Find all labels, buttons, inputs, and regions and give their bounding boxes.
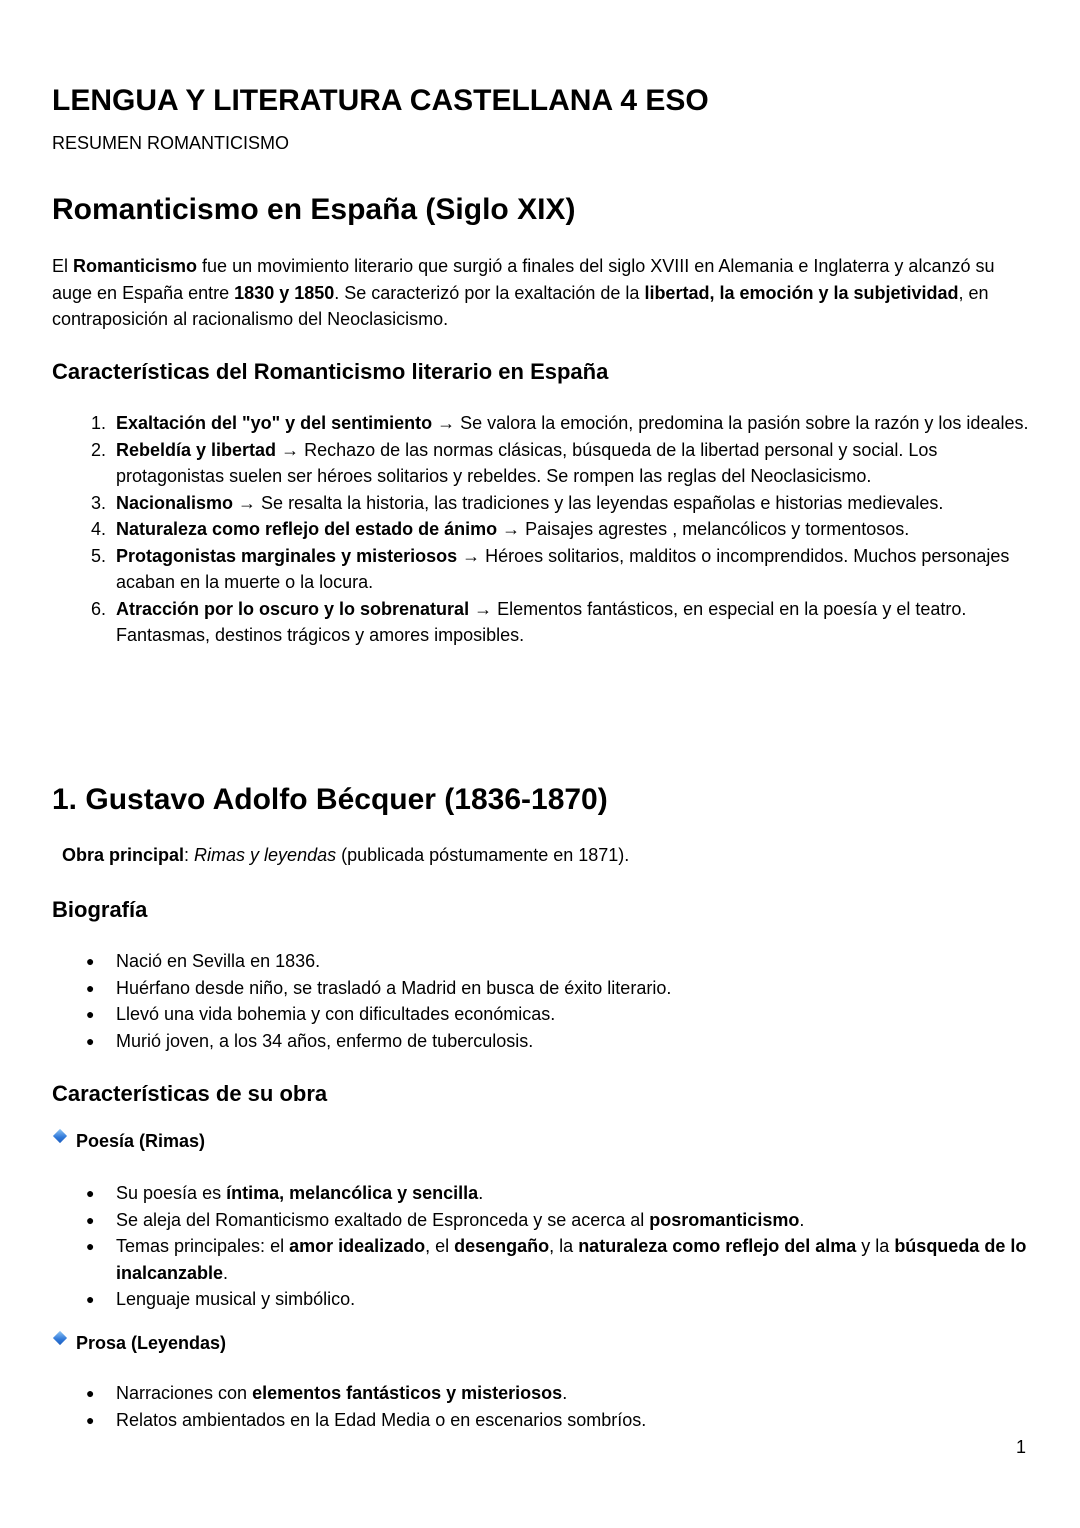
bullet-icon: ● [86,1385,95,1401]
bullet-icon: ● [86,1291,95,1307]
bullet-icon: ● [86,1211,95,1228]
list-item: 4. Naturaleza como reflejo del estado de ánimo → Paisajes agrestes , melancólicos y tormentosos. [90,519,910,539]
list-item: ● Murió joven, a los 34 años, enfermo de tuberculosis. [84,1028,1034,1055]
list-item: ● Llevó una vida bohemia y con dificultades económicas. [84,1001,1034,1028]
characteristics-heading: Características del Romanticismo literario en España [52,359,609,384]
list-item: 1. Exaltación del "yo" y del sentimiento → Se valora la emoción, predomina la pasión sobre la razón y los ideales. [90,413,1029,433]
bullet-icon: ● [86,1006,95,1022]
poetry-heading: Poesía (Rimas) [52,1131,205,1152]
bullet-icon: ● [86,953,95,969]
works-heading: Características de su obra [52,1081,328,1106]
biography-list [84,948,1034,1054]
bullet-icon: ● [86,1032,95,1049]
poetry-list [84,1180,1034,1313]
document-subtitle: RESUMEN ROMANTICISMO [52,133,290,153]
list-item: ● Nació en Sevilla en 1836. [84,948,1034,975]
list-item: 2. Rebeldía y libertad → Rechazo de las normas clásicas, búsqueda de la libertad personal y social. Los protagonistas suelen ser héroes solitarios y rebeldes. Se rompen las reglas del Neoclasicismo. [90,439,938,486]
list-item: 6. Atracción por lo oscuro y lo sobrenatural → Elementos fantásticos, en especial en la poesía y el teatro. Fantasmas, destinos trágicos y amores imposibles. [90,598,967,645]
list-item: 3. Nacionalismo → Se resalta la historia, las tradiciones y las leyendas españolas e historias medievales. [90,492,944,513]
section-heading-becquer: 1. Gustavo Adolfo Bécquer (1836-1870) [52,783,608,816]
diamond-icon [53,1129,67,1143]
bullet-icon: ● [86,979,95,996]
list-item: ● Temas principales: el amor idealizado, el desengaño, la naturaleza como reflejo del alma y la búsqueda de lo inalcanzable. [84,1233,1034,1286]
section-heading-romanticismo: Romanticismo en España (Siglo XIX) [52,193,576,226]
list-item: ● Huérfano desde niño, se trasladó a Madrid en busca de éxito literario. [84,975,1034,1002]
prose-list [84,1380,1034,1433]
intro-paragraph: El Romanticismo fue un movimiento literario que surgió a finales del siglo XVIII en Alemania e Inglaterra y alcanzó su auge en España entre 1830 y 1850. Se caracterizó por la exaltación de la libertad, la emoción y la subjetividad, en contraposición al racionalismo del Neoclasicismo. [52,256,995,329]
list-item: ● Lenguaje musical y simbólico. [84,1286,1034,1313]
biography-heading: Biografía [52,897,148,922]
main-work-line: Obra principal: Rimas y leyendas (publicada póstumamente en 1871). [62,845,630,865]
bullet-icon: ● [86,1185,95,1201]
list-item: ● Relatos ambientados en la Edad Media o en escenarios sombríos. [84,1407,1034,1434]
bullet-icon: ● [86,1411,95,1428]
list-item: ● Se aleja del Romanticismo exaltado de Espronceda y se acerca al posromanticismo. [84,1207,1034,1234]
characteristics-list [84,410,1034,649]
page-number: 1 [1015,1437,1026,1457]
document-title: LENGUA Y LITERATURA CASTELLANA 4 ESO [52,84,709,117]
prose-heading: Prosa (Leyendas) [52,1333,226,1354]
list-item: ● Su poesía es íntima, melancólica y sencilla. [84,1180,1034,1207]
list-item: ● Narraciones con elementos fantásticos y misteriosos. [84,1380,1034,1407]
list-item: 5. Protagonistas marginales y misteriosos → Héroes solitarios, malditos o incomprendidos. Muchos personajes acaban en la muerte o la locura. [90,545,1010,592]
diamond-icon [53,1331,67,1345]
bullet-icon: ● [86,1238,95,1254]
